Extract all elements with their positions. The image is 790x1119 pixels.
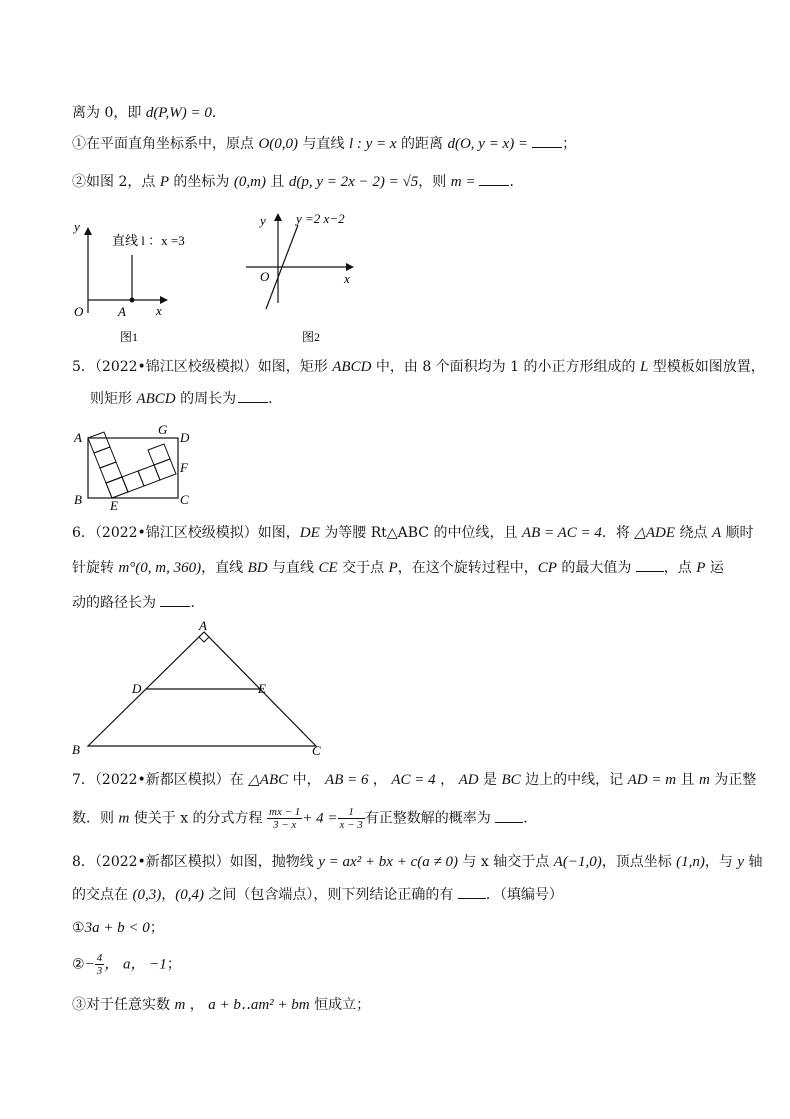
text-line-distance-zero (72, 103, 226, 123)
math-expression: L (639, 359, 649, 375)
math-expression: (0,m) (233, 174, 266, 190)
text: ． (523, 810, 538, 827)
answer-blank[interactable] (636, 559, 664, 572)
text: 边上的中线，记 (520, 772, 628, 788)
text: 轴 (744, 854, 763, 870)
text: ，则 (418, 174, 451, 190)
answer-blank[interactable] (532, 135, 562, 148)
equation-label: y =2 x−2 (296, 211, 345, 226)
math-expression: P (159, 174, 169, 190)
math-expression: (0,4) (175, 887, 204, 903)
text: ②如图 2，点 (72, 174, 160, 190)
text: 的最大值为 (556, 560, 636, 576)
math-expression: AB = AC = 4 (521, 525, 602, 541)
figures-1-2 (60, 205, 380, 350)
text: 5．（2022•锦江区校级模拟）如图，矩形 (72, 359, 333, 375)
figure-2-caption: 图2 (302, 330, 321, 344)
text: 则矩形 (90, 391, 137, 407)
math-expression: A (711, 525, 722, 541)
math-expression: d(O, y = x) = (447, 136, 529, 152)
text: ， (161, 887, 176, 903)
math-expression: DE (299, 525, 320, 541)
label-f: F (180, 460, 188, 475)
text: 使关于 x 的分式方程 (129, 810, 267, 827)
math-expression: AB = 6 (325, 772, 369, 788)
text: 的坐标为 (168, 174, 234, 190)
label-d: D (132, 681, 142, 696)
math-expression: m = (450, 174, 476, 190)
math-expression: ABCD (332, 359, 372, 375)
math-expression: (0,3) (132, 887, 162, 903)
answer-blank[interactable] (160, 594, 190, 607)
text: 顺时 (721, 525, 754, 541)
x-axis-label: x (156, 303, 162, 318)
math-expression: CE (318, 560, 338, 576)
math-expression: l : y = x (348, 136, 397, 152)
text: ，顶点坐标 (601, 854, 677, 870)
figure-1-caption: 图1 (120, 330, 139, 344)
text: 且 (265, 174, 289, 190)
text: ， (185, 997, 209, 1013)
math-expression: CP (537, 560, 557, 576)
y-axis-label: y (74, 219, 80, 234)
text: ； (166, 956, 181, 973)
rectangle-abcd (88, 438, 178, 498)
right-angle-mark (199, 637, 209, 642)
answer-blank[interactable] (495, 810, 523, 823)
text: 数．则 (72, 810, 119, 827)
figure-triangle-abc (68, 618, 338, 758)
fraction-1-over-x-3 (338, 806, 365, 831)
question-8-line-2 (72, 885, 563, 905)
math-expression: BC (501, 772, 521, 788)
text: 中，由 8 个面积均为 1 的小正方形组成的 (371, 359, 640, 375)
figure-rectangle-l-shape (70, 418, 200, 510)
math-expression: a + b‥am² + bm (208, 997, 310, 1013)
text: 绕点 (675, 525, 712, 541)
text: ，直线 (201, 560, 248, 576)
math-expression: AC = 4 (391, 772, 436, 788)
label-b: B (72, 742, 80, 757)
math-expression: y (737, 854, 745, 870)
label-b: B (74, 492, 82, 507)
text: 离为 0，即 (72, 105, 146, 121)
label-d: D (180, 430, 190, 445)
text: 8．（2022•新都区模拟）如图，抛物线 (72, 854, 319, 870)
math-expression: d(P,W) = 0 (145, 105, 212, 121)
math-expression: m (174, 997, 186, 1013)
text: 运 (705, 560, 724, 576)
origin-label: O (260, 269, 270, 284)
text: 之间（包含端点），则下列结论正确的有 (203, 887, 458, 903)
question-6-line-3 (72, 593, 204, 613)
math-sign: − (84, 956, 95, 973)
math-expression: m°(0, m, 360) (118, 560, 202, 576)
math-expression: ， a， −1 (104, 956, 167, 973)
numerator: mx − 1 (269, 806, 301, 818)
label-a: A (199, 618, 207, 633)
label-e: E (110, 498, 118, 510)
text: ，与 (704, 854, 738, 870)
label-c: C (180, 492, 189, 507)
math-expression: AD (458, 772, 479, 788)
y-axis-label: y (260, 213, 266, 228)
option-1 (72, 918, 164, 938)
denominator: 3 (96, 965, 103, 977)
text: ，在这个旋转过程中， (397, 560, 538, 576)
option-2 (72, 952, 181, 977)
math-expression: AD = m (627, 772, 677, 788)
question-6-line-1 (72, 523, 754, 543)
option-number: ② (72, 956, 85, 973)
math-expression: + 4 = (302, 810, 338, 827)
text: 动的路径长为 (72, 595, 161, 611)
text: 的周长为 (175, 391, 237, 407)
numerator: 4 (96, 952, 103, 964)
origin-label: O (74, 304, 84, 319)
question-4-part-2 (72, 172, 523, 192)
math-expression: BD (247, 560, 268, 576)
text: 与直线 (267, 560, 319, 576)
question-5-line-2 (90, 389, 282, 409)
answer-blank[interactable] (238, 390, 268, 403)
math-expression: P (696, 560, 706, 576)
x-axis-label: x (344, 271, 350, 286)
option-3 (72, 995, 370, 1015)
question-6-line-2 (72, 558, 724, 578)
math-expression: d(p, y = 2x − 2) = √5 (288, 174, 419, 190)
text: 与 x 轴交于点 (457, 854, 554, 870)
text: 恒成立； (309, 997, 371, 1013)
denominator: x − 3 (339, 819, 363, 831)
text: ； (149, 920, 164, 936)
label-g: G (158, 422, 168, 437)
text: 且 (676, 772, 699, 788)
question-7-line-2 (72, 806, 537, 831)
fraction-mx-1-over-3-x (267, 806, 302, 831)
text: ． (211, 105, 226, 121)
math-expression: △ADE (634, 525, 676, 541)
numerator: 1 (338, 806, 365, 819)
math-expression: m (118, 810, 130, 827)
text: 型模板如图放置， (648, 359, 765, 375)
point-a-label: A (118, 304, 126, 319)
question-4-part-1 (72, 134, 576, 154)
text: 针旋转 (72, 560, 119, 576)
text: 6．（2022•锦江区校级模拟）如图， (72, 525, 300, 541)
label-e: E (258, 681, 266, 696)
answer-blank[interactable] (458, 886, 486, 899)
text: 7．（2022•新都区模拟）在 (72, 772, 249, 788)
math-expression: (1,n) (676, 854, 705, 870)
denominator: 3 − x (272, 819, 297, 831)
label-a: A (74, 430, 82, 445)
text: ，点 (663, 560, 697, 576)
text: ； (562, 136, 577, 152)
fraction-4-over-3 (95, 952, 105, 977)
answer-blank[interactable] (479, 173, 509, 186)
text: 为等腰 Rt△ABC 的中位线，且 (319, 525, 522, 541)
math-expression: △ABC (248, 772, 289, 788)
text: ， (368, 772, 392, 788)
text: ．（填编号） (485, 887, 563, 903)
text: 中， (288, 772, 326, 788)
text: 为正整 (709, 772, 757, 788)
math-expression: y = ax² + bx + c(a ≠ 0) (318, 854, 458, 870)
option-number: ① (72, 920, 85, 936)
figure-1 (72, 219, 185, 344)
label-c: C (312, 743, 321, 758)
text: ③对于任意实数 (72, 997, 175, 1013)
text: 与直线 (298, 136, 349, 152)
question-8-line-1 (72, 852, 762, 872)
text: ①在平面直角坐标系中，原点 (72, 136, 259, 152)
text: ． (509, 174, 524, 190)
math-expression: P (388, 560, 398, 576)
text: 的交点在 (72, 887, 133, 903)
text: ．将 (601, 525, 635, 541)
text: 的距离 (396, 136, 448, 152)
text: 有正整数解的概率为 (364, 810, 496, 827)
text: ． (268, 391, 283, 407)
question-7-line-1 (72, 770, 756, 790)
text: ， (435, 772, 459, 788)
l-shape-template (88, 432, 176, 498)
math-expression: O(0,0) (258, 136, 299, 152)
text: ． (190, 595, 205, 611)
math-expression: 3a + b < 0 (84, 920, 150, 936)
math-expression: m (698, 772, 710, 788)
line-label: 直线 l ：x =3 (112, 233, 185, 248)
math-expression: ABCD (136, 391, 176, 407)
question-5-line-1 (72, 357, 765, 377)
figure-2 (246, 211, 354, 344)
point-a (130, 298, 135, 303)
text: 是 (478, 772, 502, 788)
text: 交于点 (337, 560, 389, 576)
math-expression: A(−1,0) (553, 854, 602, 870)
